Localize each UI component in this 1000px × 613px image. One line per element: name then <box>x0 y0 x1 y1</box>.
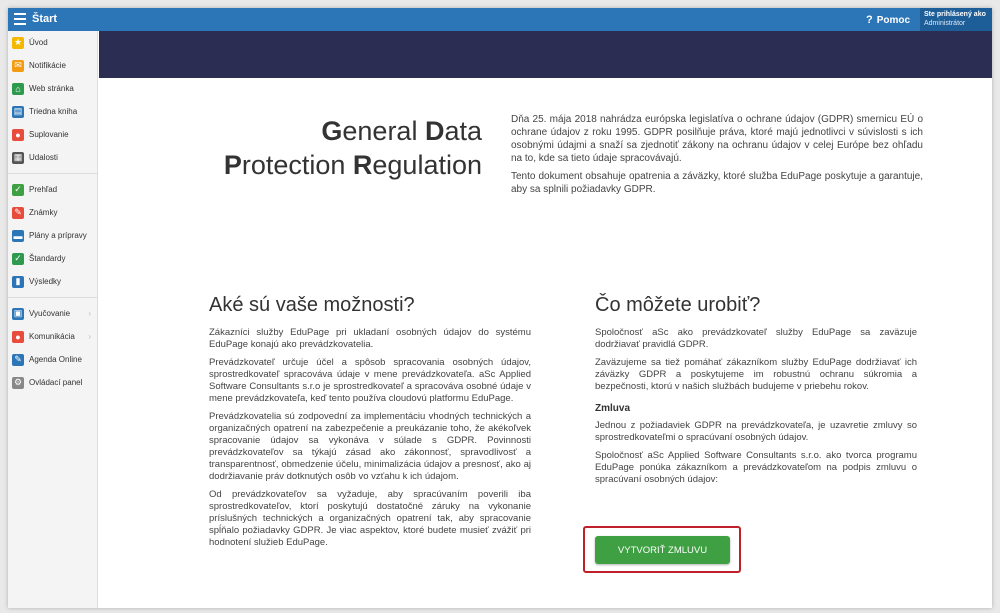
star-icon: ★ <box>13 37 23 47</box>
sidebar-item-label: Agenda Online <box>29 355 82 364</box>
sidebar-item[interactable] <box>8 54 97 77</box>
sidebar-item-label: Notifikácie <box>29 61 66 70</box>
sidebar-item[interactable] <box>8 224 97 247</box>
options-paragraph: Prevádzkovateľ určuje účel a spôsob spracovania osobných údajov, sprostredkovateľ spracováva údaje v mene prevádzkovateľa. aSc Applied Software Consultants s.r.o je sprostredkovateľ a spracováva osobné údaje v mene prevádzkovateľa, keď tento používa cloudovú platformu EduPage. <box>209 357 531 404</box>
person-icon: ● <box>12 129 24 141</box>
intro-text <box>511 113 923 201</box>
title-part: ata <box>444 116 482 146</box>
help-label: Pomoc <box>876 15 911 26</box>
options-heading: Aké sú vaše možnosti? <box>209 294 415 316</box>
help-link[interactable] <box>866 14 910 26</box>
chevron-right-icon: › <box>88 332 91 341</box>
actions-paragraph: Zaväzujeme sa tiež pomáhať zákazníkom služby EduPage dodržiavať ich záväzky GDPR a poskytujeme im robustnú ochranu súkromia a bezpečnosti, ktorú v našich službách budujeme v priebehu rokov. <box>595 357 917 392</box>
sidebar-item-label: Komunikácia <box>29 332 75 341</box>
page-title <box>202 114 482 182</box>
sidebar-item[interactable] <box>8 201 97 224</box>
shield-icon: ✓ <box>12 253 24 265</box>
sidebar-item-label: Štandardy <box>29 254 66 263</box>
gear-icon: ⚙ <box>13 377 23 387</box>
sidebar-item-label: Ovládací panel <box>29 378 83 387</box>
sidebar-item-label: Web stránka <box>29 84 74 93</box>
sidebar-item-label: Udalosti <box>29 153 58 162</box>
sidebar-item[interactable] <box>8 178 97 201</box>
app-window <box>8 8 992 608</box>
intro-paragraph: Dňa 25. mája 2018 nahrádza európska legislatíva o ochrane údajov (GDPR) smernicu EÚ o ochrane údajov z roku 1995. GDPR posilňuje práva, ktoré majú jednotlivci v súvislosti s ich osobnými údajmi a snaží sa zjednotiť zákony na ochranu údajov v celej Európe bez ohľadu na to, kde sa tieto údaje spracovávajú. <box>511 114 923 164</box>
highlight-box <box>583 526 741 573</box>
home-icon: ⌂ <box>12 83 24 95</box>
title-part: rotection <box>241 150 353 180</box>
sidebar-item[interactable] <box>8 302 97 325</box>
app-title[interactable]: Štart <box>32 13 58 25</box>
sidebar-item-label: Výsledky <box>29 277 62 286</box>
top-bar <box>8 8 992 31</box>
sidebar-list <box>8 31 97 394</box>
sidebar-item-label: Úvod <box>29 38 48 47</box>
sidebar-item[interactable] <box>8 100 97 123</box>
sidebar-item[interactable] <box>8 146 97 169</box>
bar-chart-icon: ▮ <box>12 276 24 288</box>
grades-icon: ✎ <box>12 207 24 219</box>
actions-paragraph: Jednou z požiadaviek GDPR na prevádzkovateľa, je uzavretie zmluvy so sprostredkovateľmi o spracúvaní osobných údajov. <box>595 420 917 443</box>
title-part: eneral <box>342 116 425 146</box>
user-account-box[interactable] <box>920 8 992 31</box>
pen-icon: ✎ <box>12 354 24 366</box>
header-banner <box>99 31 992 78</box>
sidebar-separator <box>8 173 97 174</box>
intro-paragraph: Tento dokument obsahuje opatrenia a záväzky, ktoré služba EduPage poskytuje a garantuje, aby sa splnili požiadavky GDPR. <box>511 171 923 195</box>
title-letter: D <box>424 116 445 146</box>
plans-icon: ▬ <box>13 230 23 241</box>
sidebar-item[interactable] <box>8 77 97 100</box>
calendar-icon: ▦ <box>13 152 23 162</box>
help-icon: ? <box>866 14 873 26</box>
user-role: Administrátor <box>924 20 966 27</box>
title-letter: R <box>352 150 373 180</box>
chat-icon: ● <box>12 331 24 343</box>
title-part: egulation <box>372 150 482 180</box>
sidebar-item[interactable] <box>8 31 97 54</box>
create-contract-button[interactable]: VYTVORIŤ ZMLUVU <box>595 536 730 564</box>
options-paragraph: Prevádzkovatelia sú zodpovední za implementáciu vhodných technických a organizačných opatrení na zabezpečenie a preukázanie toho, že akékoľvek spracovanie údajov sa vykonáva v súlade s GDPR. Povinnosti prevádzkovateľov sa týkajú zásad ako zákonnosť, spravodlivosť a transparentnosť, obmedzenie účelu, minimalizácia údajov a presnosť, ako aj dodržiavanie práv dotknutých osôb vo vzťahu k ich údajom. <box>209 411 531 482</box>
sidebar-item-label: Suplovanie <box>29 130 69 139</box>
actions-paragraph: Spoločnosť aSc ako prevádzkovateľ služby EduPage sa zaväzuje dodržiavať pravidlá GDPR. <box>595 327 917 350</box>
sidebar-item-label: Plány a prípravy <box>29 231 87 240</box>
options-paragraph: Zákazníci služby EduPage pri ukladaní osobných údajov do systému EduPage konajú ako prevádzkovatelia. <box>209 327 531 350</box>
sidebar <box>8 31 98 608</box>
sidebar-item-label: Prehľad <box>29 185 58 194</box>
contract-subheading: Zmluva <box>595 403 631 414</box>
sidebar-separator <box>8 297 97 298</box>
sidebar-item[interactable] <box>8 270 97 293</box>
sidebar-item[interactable] <box>8 247 97 270</box>
sidebar-item[interactable] <box>8 123 97 146</box>
envelope-icon: ✉ <box>12 60 24 72</box>
sidebar-item-label: Vyučovanie <box>29 309 71 318</box>
check-circle-icon: ✓ <box>12 184 24 196</box>
chevron-right-icon: › <box>88 309 91 318</box>
sidebar-item-label: Triedna kniha <box>29 107 78 116</box>
main-content <box>99 31 992 608</box>
options-paragraph: Od prevádzkovateľov sa vyžaduje, aby spracúvaním poverili iba sprostredkovateľov, ktorí poskytujú dostatočné záruky na vykonanie príslušných technických a organizačných opatrení tak, aby spracovanie spĺňalo požiadavky GDPR. Je viac aspektov, ktoré budete musieť zvážiť pri hodnotení služieb EduPage. <box>209 489 531 548</box>
sidebar-item-label: Známky <box>29 208 58 217</box>
user-line-1: Ste prihlásený ako <box>924 11 986 18</box>
title-letter: P <box>223 150 242 180</box>
hamburger-menu-icon[interactable] <box>14 13 26 25</box>
sidebar-item[interactable] <box>8 371 97 394</box>
actions-heading: Čo môžete urobiť? <box>595 294 761 316</box>
briefcase-icon: ▣ <box>13 308 23 318</box>
sidebar-item[interactable] <box>8 325 97 348</box>
title-letter: G <box>321 116 343 146</box>
actions-text <box>595 327 917 492</box>
sidebar-item[interactable] <box>8 348 97 371</box>
actions-paragraph: Spoločnosť aSc Applied Software Consultants s.r.o. ako tvorca programu EduPage ponúka zákazníkom a prevádzkovateľom na podpis zmluvu o spracúvaní osobných údajov: <box>595 450 917 485</box>
options-text <box>209 327 531 555</box>
book-icon: ▤ <box>13 106 23 116</box>
